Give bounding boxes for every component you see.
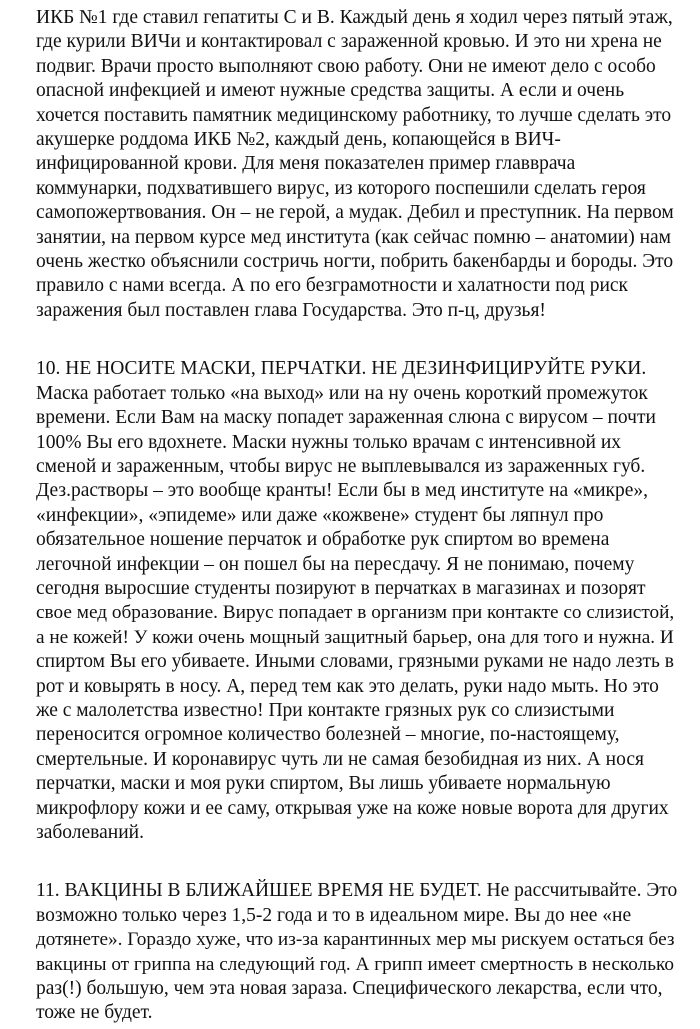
text-line: коммунарки, подхватившего вирус, из которого поспешили сделать героя <box>36 177 646 199</box>
text-line: заболеваний. <box>36 822 144 843</box>
text-line: обязательное ношение перчаток и обработке рук спиртом во времена <box>36 529 610 551</box>
text-line: тоже не будет. <box>36 1002 153 1024</box>
text-line: правило с нами всегда. А по его безграмотности и халатности под риск <box>36 275 629 297</box>
section-heading-line: 10. НЕ НОСИТЕ МАСКИ, ПЕРЧАТКИ. НЕ ДЕЗИНФИЦИРУЙТЕ РУКИ. <box>36 358 647 380</box>
text-line: же с малолетства известно! При контакте грязных рук со слизистыми <box>36 699 615 721</box>
text-line: сменой и зараженным, чтобы вирус не выплевывался из зараженных губ. <box>36 455 646 477</box>
text-line: микрофлору кожи и ее саму, открывая уже на коже новые ворота для других <box>36 797 669 819</box>
text-line: инфицированной крови. Для меня показателен пример главврача <box>36 153 576 175</box>
text-line: спиртом Вы его убиваете. Иными словами, грязными руками не надо лезть в <box>36 651 674 673</box>
text-line: возможно только через 1,5-2 года и то в идеальном мире. Вы до нее «не <box>36 904 632 926</box>
paragraph-section-11 <box>36 879 678 1025</box>
text-line: заражения был поставлен глава Государства. Это п-ц, друзья! <box>36 299 546 321</box>
text-line: занятии, на первом курсе мед института (как сейчас помню – анатомии) нам <box>36 226 672 248</box>
text-line: рот и ковырять в носу. А, перед тем как это делать, руки надо мыть. Но это <box>36 675 659 697</box>
text-line: опасной инфекцией и имеют нужные средства защиты. А если и очень <box>36 80 625 102</box>
text-line: «инфекции», «эпидеме» или даже «кожвене» студент бы ляпнул про <box>36 504 604 526</box>
paragraph-hospital <box>36 6 678 323</box>
text-line: свое мед образование. Вирус попадает в организм при контакте со слизистой, <box>36 602 675 624</box>
text-line: а не кожей! У кожи очень мощный защитный барьер, она для того и нужна. И <box>36 626 674 648</box>
text-line: где курили ВИЧи и контактировал с зараженной кровью. И это ни хрена не <box>36 31 662 53</box>
text-line: переносится огромное количество болезней – многие, по-настоящему, <box>36 724 620 746</box>
text-line: смертельные. И коронавирус чуть ли не самая безобидная из них. А нося <box>36 748 644 770</box>
text-line: вакцины от гриппа на следующий год. А грипп имеет смертность в несколько <box>36 953 674 975</box>
text-line: времени. Если Вам на маску попадет зараженная слюна с вирусом – почти <box>36 407 656 429</box>
text-line: перчатки, маски и моя руки спиртом, Вы лишь убиваете нормальную <box>36 773 611 795</box>
text-line: хочется поставить памятник медицинскому работнику, то лучше сделать это <box>36 104 672 126</box>
text-line: Маска работает только «на выход» или на ну очень короткий промежуток <box>36 382 648 404</box>
paragraph-section-10 <box>36 357 678 845</box>
paragraph-gap <box>36 323 678 357</box>
text-line: самопожертвования. Он – не герой, а мудак. Дебил и преступник. На первом <box>36 202 674 224</box>
section-heading-line: 11. ВАКЦИНЫ В БЛИЖАЙШЕЕ ВРЕМЯ НЕ БУДЕТ. Не рассчитывайте. Это <box>36 880 678 902</box>
text-line: 100% Вы его вдохнете. Маски нужны только врачам с интенсивной их <box>36 431 622 453</box>
text-line: очень жестко объяснили состричь ногти, побрить бакенбарды и бороды. Это <box>36 251 674 273</box>
text-line: раз(!) большую, чем эта новая зараза. Специфического лекарства, если что, <box>36 978 663 1000</box>
text-line: сегодня выросшие студенты позируют в перчатках в магазинах и позорят <box>36 577 646 599</box>
text-line: подвиг. Врачи просто выполняют свою работу. Они не имеют дело с особо <box>36 55 656 77</box>
text-line: легочной инфекции – он пошел бы на пересдачу. Я не понимаю, почему <box>36 553 635 575</box>
text-line: дотянете». Гораздо хуже, что из-за карантинных мер мы рискуем остаться без <box>36 929 675 951</box>
paragraph-gap <box>36 845 678 879</box>
text-line: акушерке роддома ИКБ №2, каждый день, копающейся в ВИЧ- <box>36 129 561 151</box>
text-line: ИКБ №1 где ставил гепатиты С и В. Каждый день я ходил через пятый этаж, <box>36 7 673 28</box>
text-line: Дез.растворы – это вообще кранты! Если бы в мед институте на «микре», <box>36 480 649 502</box>
